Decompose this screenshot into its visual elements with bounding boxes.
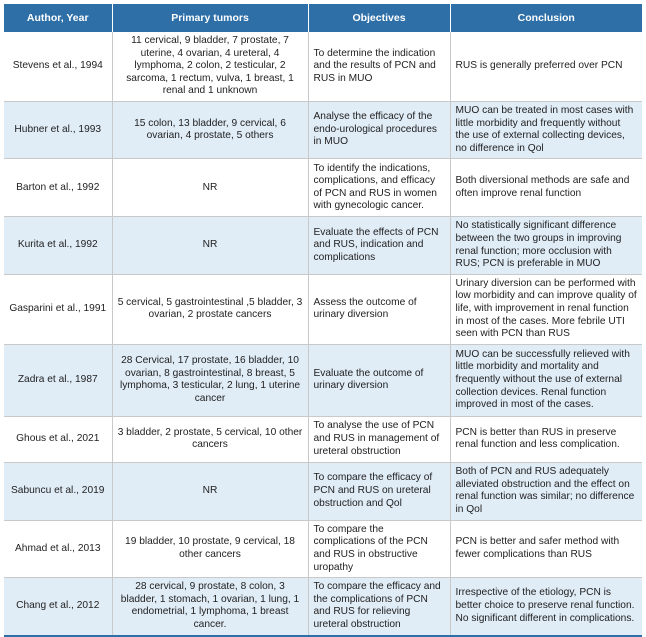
author-cell: Hubner et al., 1993 (4, 101, 112, 158)
conclusion-cell: Both diversional methods are safe and often improve renal function (450, 159, 642, 217)
table-row (4, 520, 642, 577)
author-cell: Ghous et al., 2021 (4, 416, 112, 462)
conclusion-cell: No statistically significant difference between the two groups in improving renal function; more occlusion with RUS; PCN is preferable in MUO (450, 217, 642, 274)
tumors-cell: 28 Cervical, 17 prostate, 16 bladder, 10 ovarian, 8 gastrointestinal, 8 breast, 5 lymphoma, 3 testicular, 2 lung, 1 uterine cancer (112, 344, 308, 416)
objectives-cell: To compare the complications of the PCN and RUS in obstructive uropathy (308, 520, 450, 577)
tumors-cell: 11 cervical, 9 bladder, 7 prostate, 7 uterine, 4 ovarian, 4 ureteral, 4 lymphoma, 2 colon, 2 testicular, 2 sarcoma, 1 rectum, vulva, 1 breast, 1 renal and 1 unknown (112, 32, 308, 101)
table-row (4, 101, 642, 158)
table-row (4, 217, 642, 274)
table-body (4, 32, 642, 636)
table-row (4, 344, 642, 416)
table-row (4, 32, 642, 101)
author-cell: Barton et al., 1992 (4, 159, 112, 217)
author-cell: Chang et al., 2012 (4, 578, 112, 636)
conclusion-cell: PCN is better than RUS in preserve renal function and less complication. (450, 416, 642, 462)
objectives-cell: Analyse the efficacy of the endo-urological procedures in MUO (308, 101, 450, 158)
author-cell: Zadra et al., 1987 (4, 344, 112, 416)
objectives-cell: Evaluate the outcome of urinary diversion (308, 344, 450, 416)
tumors-cell: NR (112, 217, 308, 274)
conclusion-cell: Urinary diversion can be performed with low morbidity and can improve quality of life, with improvement in renal function in most of the cases. More febrile UTI seen with PCN than RUS (450, 274, 642, 344)
tumors-cell: 19 bladder, 10 prostate, 9 cervical, 18 other cancers (112, 520, 308, 577)
table-row (4, 578, 642, 636)
conclusion-cell: MUO can be successfully relieved with little morbidity and mortality and frequently without the use of external collection devices. Renal function improved in most of the cases. (450, 344, 642, 416)
objectives-cell: To analyse the use of PCN and RUS in management of ureteral obstruction (308, 416, 450, 462)
table-row (4, 462, 642, 520)
header-conclusion: Conclusion (450, 4, 642, 32)
conclusion-cell: MUO can be treated in most cases with little morbidity and frequently without the use of external collecting devices, no difference in Qol (450, 101, 642, 158)
objectives-cell: To compare the efficacy of PCN and RUS on ureteral obstruction and Qol (308, 462, 450, 520)
tumors-cell: NR (112, 159, 308, 217)
author-cell: Ahmad et al., 2013 (4, 520, 112, 577)
author-cell: Stevens et al., 1994 (4, 32, 112, 101)
header-author-year: Author, Year (4, 4, 112, 32)
objectives-cell: Assess the outcome of urinary diversion (308, 274, 450, 344)
table-row (4, 274, 642, 344)
objectives-cell: To compare the efficacy and the complications of PCN and RUS for relieving ureteral obstruction (308, 578, 450, 636)
table-row (4, 416, 642, 462)
header-primary-tumors: Primary tumors (112, 4, 308, 32)
author-cell: Sabuncu et al., 2019 (4, 462, 112, 520)
author-cell: Gasparini et al., 1991 (4, 274, 112, 344)
objectives-cell: To determine the indication and the results of PCN and RUS in MUO (308, 32, 450, 101)
objectives-cell: To identify the indications, complications, and efficacy of PCN and RUS in women with gynecologic cancer. (308, 159, 450, 217)
conclusion-cell: RUS is generally preferred over PCN (450, 32, 642, 101)
conclusion-cell: PCN is better and safer method with fewer complications than RUS (450, 520, 642, 577)
tumors-cell: 28 cervical, 9 prostate, 8 colon, 3 bladder, 1 stomach, 1 ovarian, 1 lung, 1 endometrial, 1 lymphoma, 1 breast cancer. (112, 578, 308, 636)
conclusion-cell: Both of PCN and RUS adequately alleviated obstruction and the effect on renal function was similar; no difference in Qol (450, 462, 642, 520)
tumors-cell: NR (112, 462, 308, 520)
author-cell: Kurita et al., 1992 (4, 217, 112, 274)
table-row (4, 159, 642, 217)
tumors-cell: 15 colon, 13 bladder, 9 cervical, 6 ovarian, 4 prostate, 5 others (112, 101, 308, 158)
literature-table (4, 4, 642, 637)
table-header (4, 4, 642, 32)
header-objectives: Objectives (308, 4, 450, 32)
tumors-cell: 3 bladder, 2 prostate, 5 cervical, 10 other cancers (112, 416, 308, 462)
objectives-cell: Evaluate the effects of PCN and RUS, indication and complications (308, 217, 450, 274)
conclusion-cell: Irrespective of the etiology, PCN is better choice to preserve renal function. No significant different in complications. (450, 578, 642, 636)
tumors-cell: 5 cervical, 5 gastrointestinal ,5 bladder, 3 ovarian, 2 prostate cancers (112, 274, 308, 344)
